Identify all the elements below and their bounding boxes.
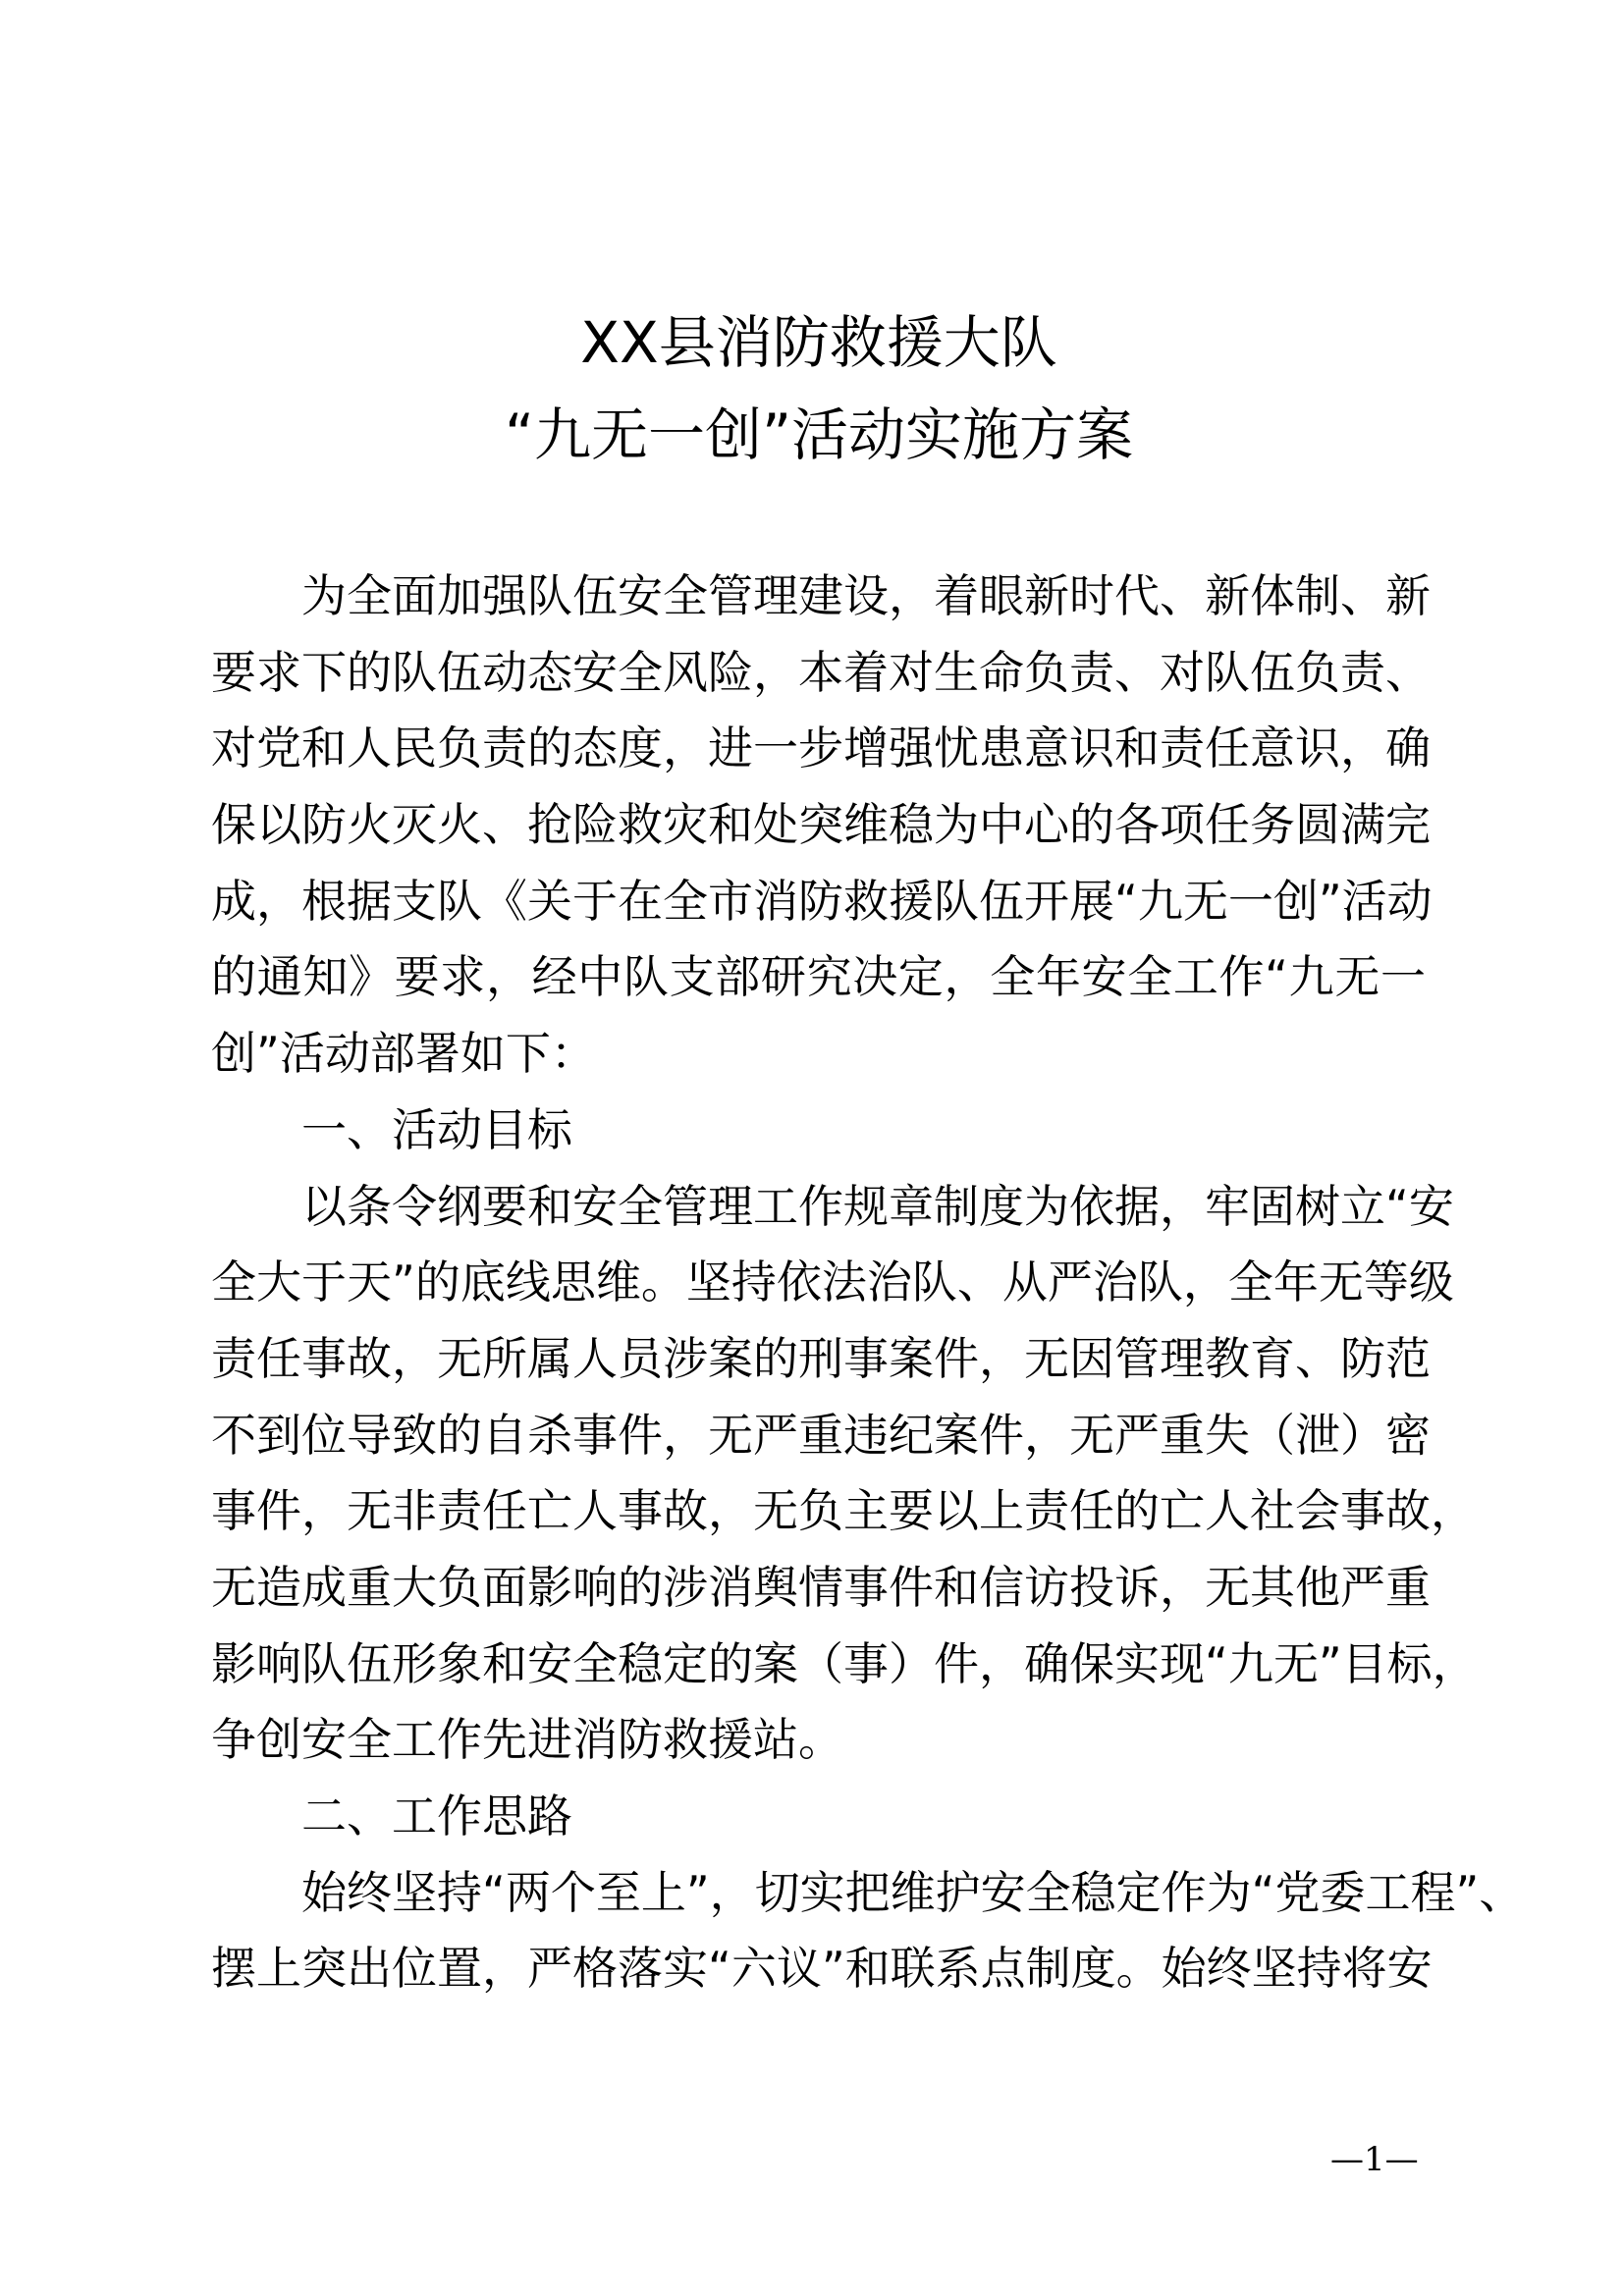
text-line: 创”活动部署如下：: [211, 1027, 596, 1081]
text-line: 全大于天”的底线思维。坚持依法治队、从严治队，全年无等级: [211, 1255, 1454, 1309]
text-line: 无造成重大负面影响的涉消舆情事件和信访投诉，无其他严重: [211, 1560, 1431, 1614]
text-line: 影响队伍形象和安全稳定的案（事）件，确保实现“九无”目标，: [211, 1636, 1478, 1690]
text-line: 责任事故，无所属人员涉案的刑事案件，无因管理教育、防范: [211, 1331, 1431, 1385]
document-title-line-2: “九无一创”活动实施方案: [504, 401, 1134, 468]
page-number: —1—: [1330, 2140, 1419, 2179]
section-heading: 二、工作思路: [301, 1789, 572, 1842]
text-line: 事件，无非责任亡人事故，无负主要以上责任的亡人社会事故，: [211, 1484, 1476, 1538]
text-line: 的通知》要求，经中队支部研究决定，全年安全工作“九无一: [211, 950, 1426, 1004]
text-line: 争创安全工作先进消防救援站。: [211, 1713, 843, 1767]
text-line: 成，根据支队《关于在全市消防救援队伍开展“九无一创”活动: [211, 874, 1433, 928]
section-heading: 一、活动目标: [301, 1102, 572, 1156]
text-line: 保以防火灭火、抢险救灾和处突维稳为中心的各项任务圆满完: [211, 798, 1431, 852]
document-title-line-1: XX县消防救援大队: [580, 309, 1057, 376]
document-body: [211, 559, 1525, 2007]
text-line: 摆上突出位置，严格落实“六议”和联系点制度。始终坚持将安: [211, 1942, 1433, 1996]
text-line: 不到位导致的自杀事件，无严重违纪案件，无严重失（泄）密: [211, 1408, 1431, 1462]
text-line: 要求下的队伍动态安全风险，本着对生命负责、对队伍负责、: [211, 645, 1431, 699]
text-line: 始终坚持“两个至上”，切实把维护安全稳定作为“党委工程”、: [301, 1865, 1525, 1919]
text-line: 以条令纲要和安全管理工作规章制度为依据，牢固树立“安: [301, 1179, 1454, 1233]
text-line: 对党和人民负责的态度，进一步增强忧患意识和责任意识，确: [211, 721, 1431, 775]
text-line: 为全面加强队伍安全管理建设，着眼新时代、新体制、新: [301, 569, 1431, 622]
